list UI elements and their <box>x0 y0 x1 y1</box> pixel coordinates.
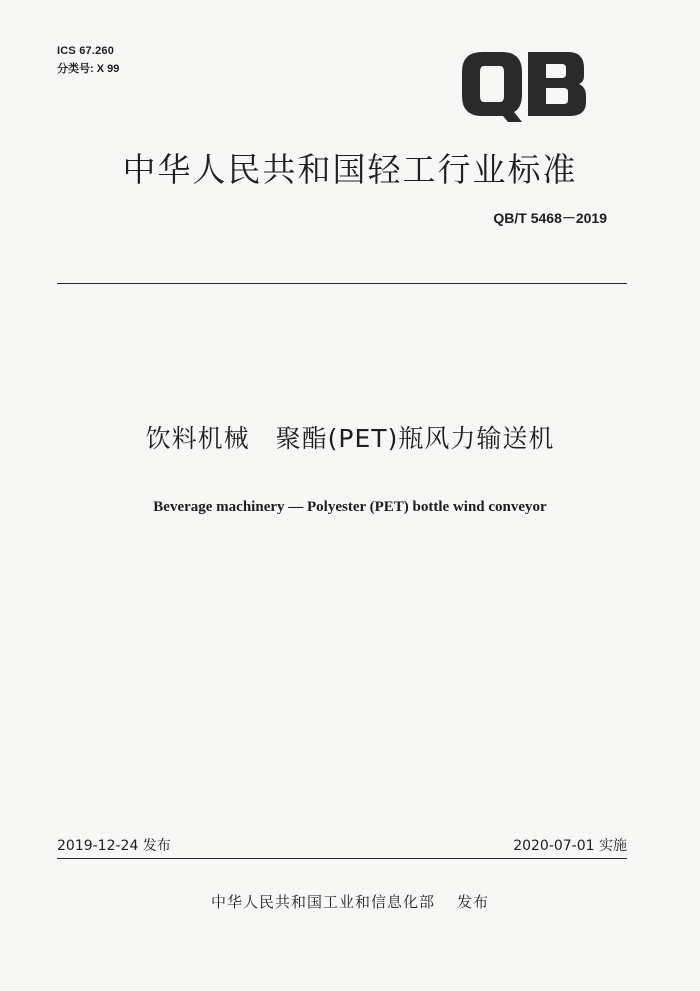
issue-date: 2019-12-24 发布 <box>57 838 171 854</box>
issuing-authority <box>0 892 700 912</box>
standard-number: QB/T 5468－2019 <box>493 210 607 226</box>
issuer-action: 发布 <box>457 893 490 911</box>
implementation-date: 2020-07-01 实施 <box>513 838 627 854</box>
document-title-chinese: 饮料机械 聚酯(PET)瓶风力输送机 <box>145 424 555 453</box>
classification-number: 分类号: X 99 <box>57 63 120 75</box>
footer-divider <box>57 858 627 859</box>
header-divider <box>57 283 627 284</box>
qb-logo <box>460 50 588 124</box>
ics-code: ICS 67.260 <box>57 45 115 57</box>
issuer-name: 中华人民共和国工业和信息化部 <box>210 893 435 911</box>
document-title-english: Beverage machinery — Polyester (PET) bottle wind conveyor <box>153 499 547 515</box>
standard-category-title: 中华人民共和国轻工行业标准 <box>122 150 578 189</box>
